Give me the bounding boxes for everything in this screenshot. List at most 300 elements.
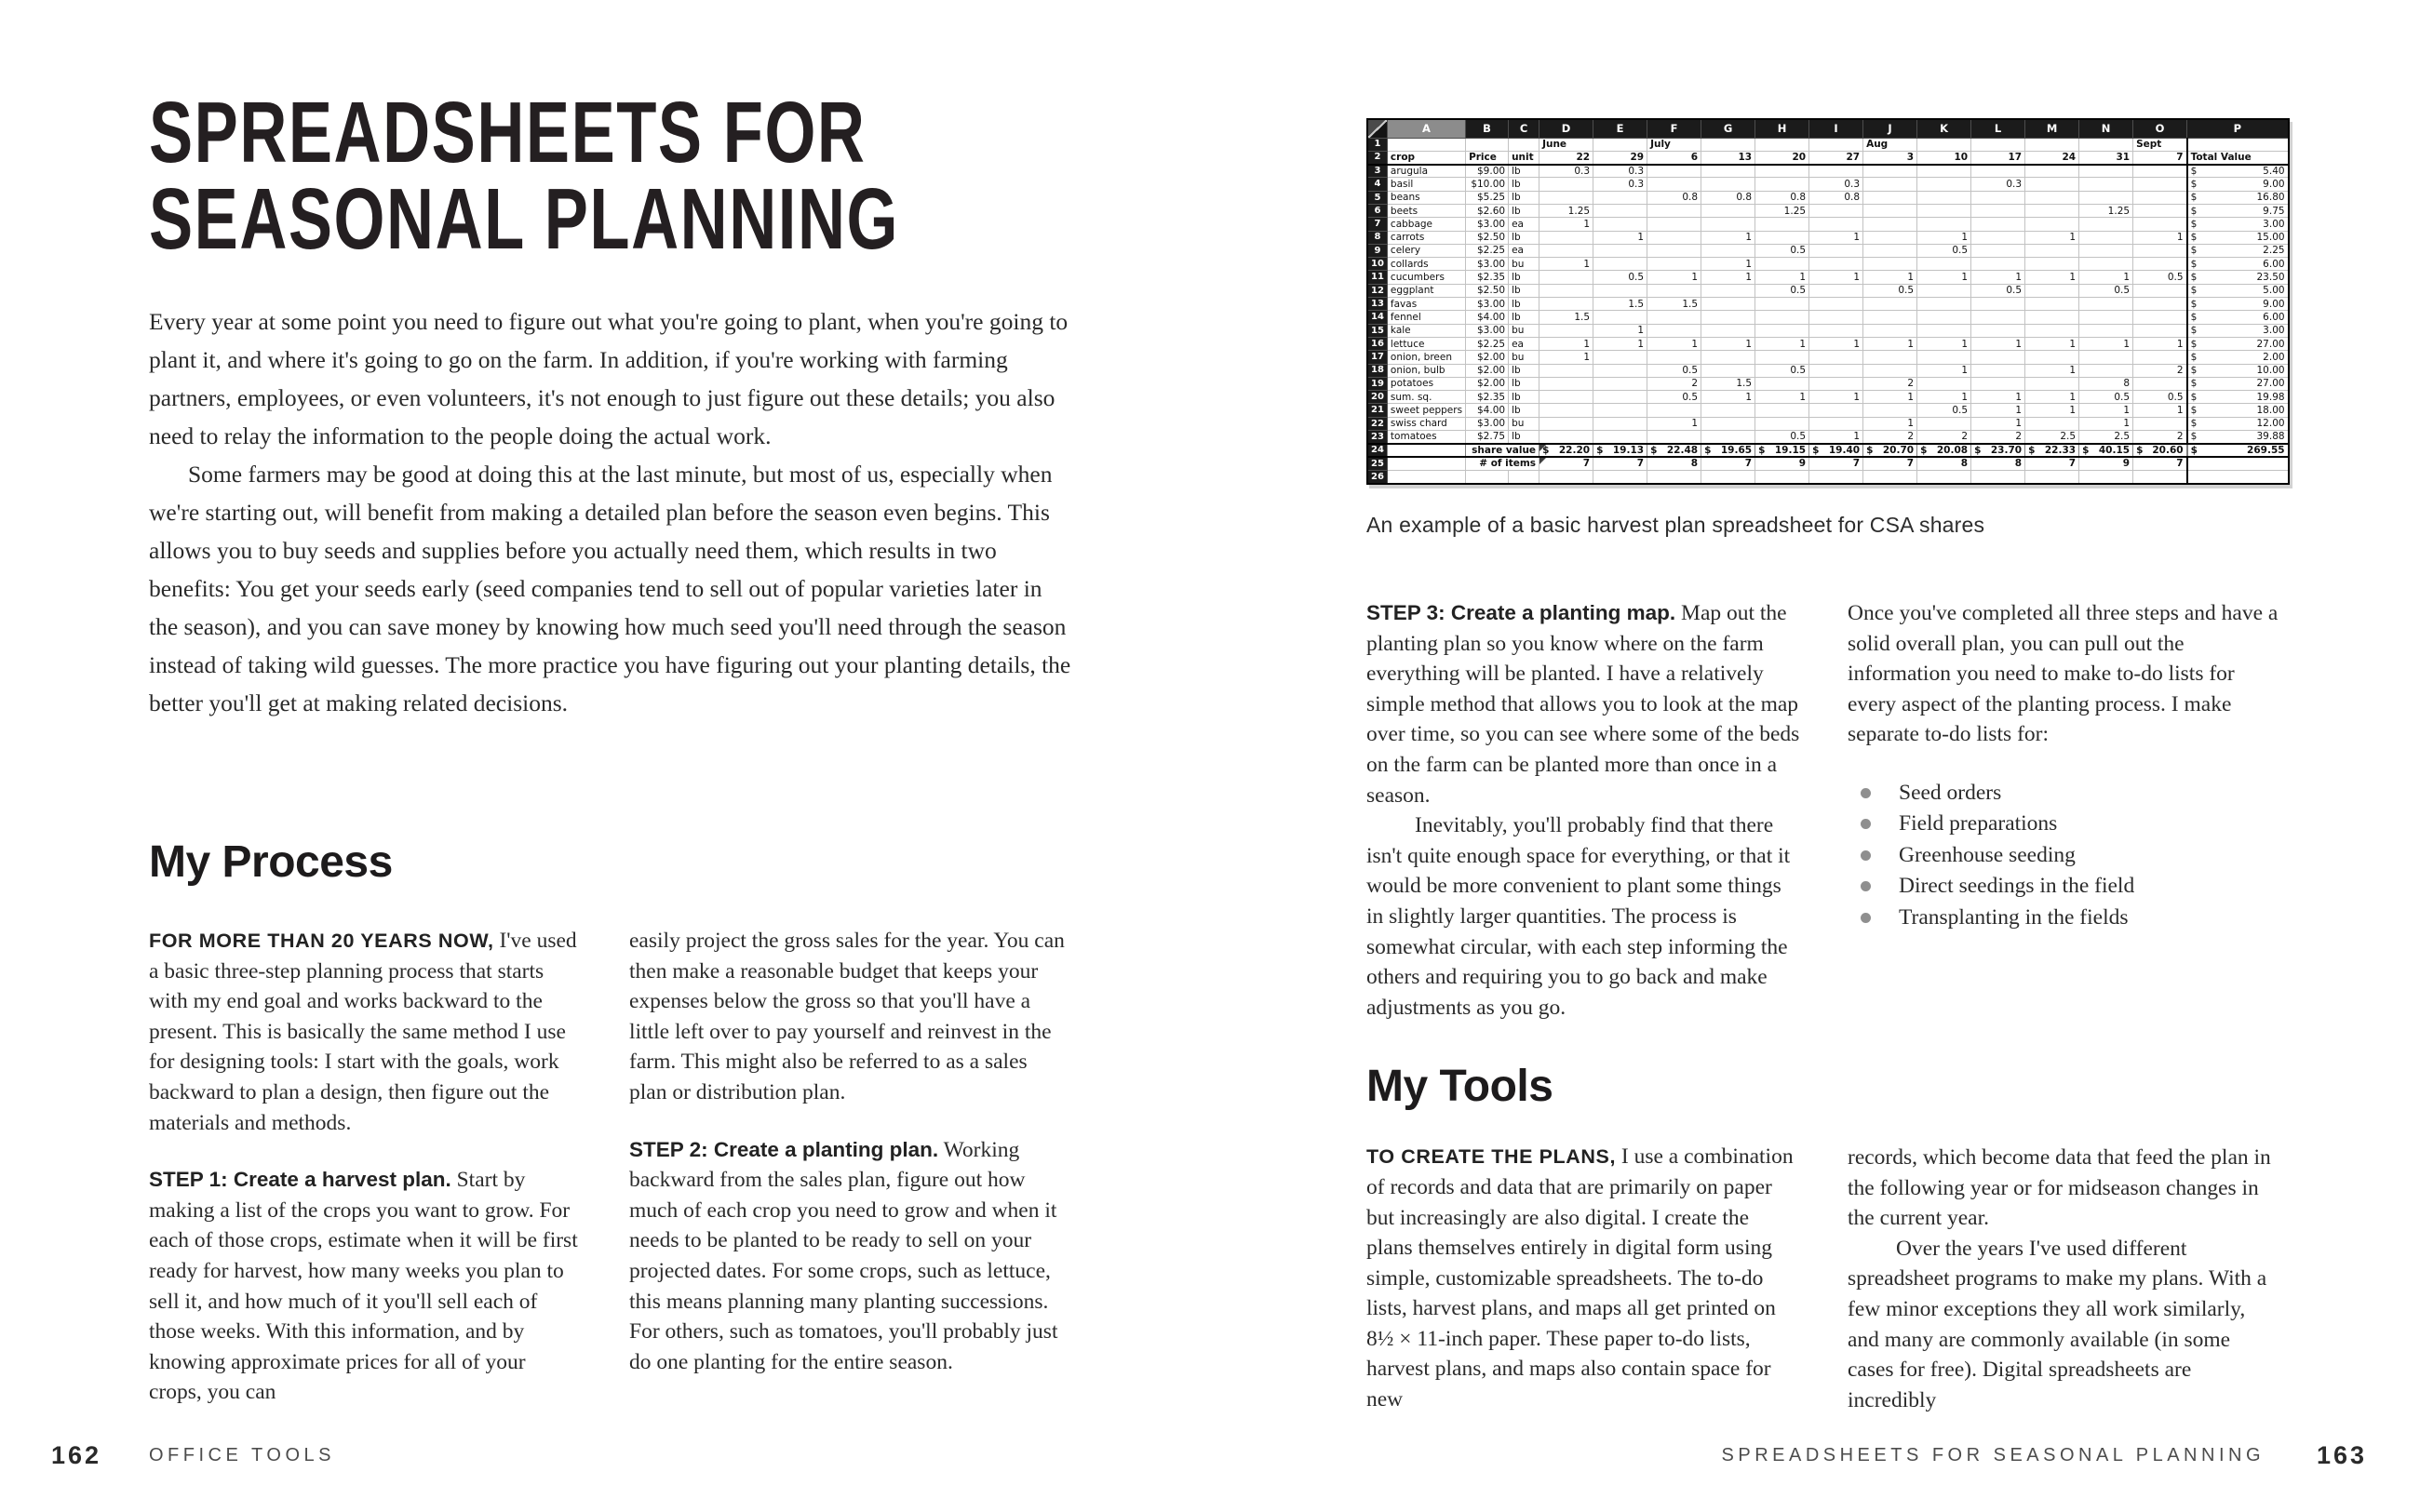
week-quantity: [1809, 311, 1863, 324]
week-quantity: 0.3: [1539, 165, 1593, 178]
week-quantity: 1: [1539, 218, 1593, 231]
week-quantity: [1809, 244, 1863, 257]
week-quantity: 0.5: [2133, 271, 2187, 284]
header-unit: unit: [1509, 151, 1539, 164]
sheet-row: [1367, 204, 2289, 217]
week-quantity: [2133, 298, 2187, 311]
week-quantity: [2025, 244, 2079, 257]
week-quantity: [1701, 298, 1755, 311]
row-number: 25: [1367, 457, 1387, 470]
share-value: $ 19.40: [1809, 444, 1863, 457]
week-quantity: 0.5: [1647, 391, 1701, 404]
week-quantity: 1.5: [1539, 311, 1593, 324]
items-count: 8: [1917, 457, 1971, 470]
week-quantity: [1971, 311, 2025, 324]
crop-name: onion, breen: [1387, 351, 1465, 364]
share-value: $ 20.08: [1917, 444, 1971, 457]
week-quantity: [1539, 231, 1593, 244]
week-quantity: [1971, 231, 2025, 244]
crop-unit: lb: [1509, 377, 1539, 390]
week-quantity: 1.5: [1647, 298, 1701, 311]
crop-name: lettuce: [1387, 337, 1465, 350]
crop-name: collards: [1387, 258, 1465, 271]
week-quantity: [1917, 298, 1971, 311]
week-quantity: 1: [1593, 231, 1647, 244]
week-quantity: [1647, 231, 1701, 244]
row-number: 3: [1367, 165, 1387, 178]
week-quantity: [1971, 258, 2025, 271]
items-count: 7: [1863, 457, 1917, 470]
crop-name: tomatoes: [1387, 431, 1465, 444]
week-quantity: [1701, 417, 1755, 430]
week-quantity: 1: [2025, 364, 2079, 377]
sheet-cell: [1593, 138, 1647, 151]
week-quantity: [1701, 218, 1755, 231]
sheet-cell: [1755, 138, 1809, 151]
crop-total: $ 18.00: [2187, 404, 2289, 417]
items-count: 8: [1971, 457, 2025, 470]
week-quantity: [1701, 431, 1755, 444]
week-quantity: 0.5: [2133, 391, 2187, 404]
lead-in-20-years: FOR MORE THAN 20 YEARS NOW,: [149, 930, 494, 952]
crop-unit: lb: [1509, 204, 1539, 217]
right-page-column-2-top: [1848, 598, 2281, 933]
week-quantity: [1917, 311, 1971, 324]
column-header-I: I: [1809, 119, 1863, 138]
week-quantity: [1863, 364, 1917, 377]
crop-total: $ 23.50: [2187, 271, 2289, 284]
column-header-O: O: [2133, 119, 2187, 138]
week-quantity: [2079, 298, 2133, 311]
week-quantity: [1539, 178, 1593, 191]
share-value: $ 19.13: [1593, 444, 1647, 457]
week-quantity: [2133, 165, 2187, 178]
week-quantity: [2025, 191, 2079, 204]
week-quantity: [2025, 324, 2079, 337]
share-total: $ 269.55: [2187, 444, 2289, 457]
share-value: $ 40.15: [2079, 444, 2133, 457]
week-quantity: 1: [2133, 231, 2187, 244]
week-quantity: 1: [1539, 337, 1593, 350]
sheet-cell: [1971, 470, 2025, 483]
week-quantity: [2133, 191, 2187, 204]
week-quantity: 0.3: [1593, 178, 1647, 191]
header-week: 22: [1539, 151, 1593, 164]
week-quantity: [2133, 417, 2187, 430]
week-quantity: [1971, 324, 2025, 337]
week-quantity: [2079, 364, 2133, 377]
week-quantity: [1917, 324, 1971, 337]
week-quantity: [1647, 351, 1701, 364]
sheet-cell: [1917, 470, 1971, 483]
month-label: Sept: [2133, 138, 2187, 151]
week-quantity: [1539, 417, 1593, 430]
sheet-cell: [1809, 138, 1863, 151]
row-number: 21: [1367, 404, 1387, 417]
crop-price: $4.00: [1466, 404, 1509, 417]
crop-price: $2.60: [1466, 204, 1509, 217]
crop-total: $ 3.00: [2187, 218, 2289, 231]
week-quantity: 0.5: [1647, 364, 1701, 377]
row-number: 1: [1367, 138, 1387, 151]
row-number: 15: [1367, 324, 1387, 337]
week-quantity: [1809, 204, 1863, 217]
week-quantity: [1755, 311, 1809, 324]
crop-unit: bu: [1509, 324, 1539, 337]
week-quantity: 1.25: [2079, 204, 2133, 217]
items-count: 7: [1809, 457, 1863, 470]
week-quantity: [2079, 324, 2133, 337]
week-quantity: [1809, 165, 1863, 178]
sheet-row: [1367, 231, 2289, 244]
week-quantity: [1863, 324, 1917, 337]
crop-name: cabbage: [1387, 218, 1465, 231]
step-3-label: STEP 3: Create a planting map.: [1366, 601, 1676, 624]
todo-list-item: Greenhouse seeding: [1848, 840, 2281, 872]
sheet-cell: [2025, 138, 2079, 151]
week-quantity: [2025, 204, 2079, 217]
sheet-cell: [1593, 470, 1647, 483]
harvest-plan-spreadsheet: [1366, 118, 2290, 485]
header-price: Price: [1466, 151, 1509, 164]
process-paragraph-1-text: I've used a basic three-step planning process that starts with my end goal and works backward to the present. This is basically the same method I use for designing tools: I start with the goals, work backward to plan a design, then figure out the materials and methods.: [149, 929, 577, 1135]
week-quantity: 1: [2025, 271, 2079, 284]
week-quantity: [1863, 351, 1917, 364]
week-quantity: 1: [1863, 271, 1917, 284]
sheet-row: [1367, 377, 2289, 390]
share-value: $ 22.33: [2025, 444, 2079, 457]
week-quantity: [1701, 351, 1755, 364]
week-quantity: 0.5: [1917, 244, 1971, 257]
week-quantity: 2: [1863, 377, 1917, 390]
share-value: $ 20.70: [1863, 444, 1917, 457]
crop-unit: ea: [1509, 218, 1539, 231]
sheet-row: [1367, 165, 2289, 178]
crop-unit: lb: [1509, 178, 1539, 191]
sheet-cell: [1466, 470, 1509, 483]
week-quantity: 1: [1917, 391, 1971, 404]
week-quantity: [1917, 258, 1971, 271]
week-quantity: [1755, 218, 1809, 231]
week-quantity: [1539, 284, 1593, 297]
week-quantity: 1: [1809, 271, 1863, 284]
week-quantity: [1755, 377, 1809, 390]
week-quantity: 0.5: [1755, 284, 1809, 297]
column-header-P: P: [2187, 119, 2289, 138]
week-quantity: [2079, 218, 2133, 231]
week-quantity: 0.5: [1917, 404, 1971, 417]
week-quantity: [1593, 391, 1647, 404]
crop-name: basil: [1387, 178, 1465, 191]
week-quantity: 1.25: [1755, 204, 1809, 217]
week-quantity: 0.5: [1593, 271, 1647, 284]
week-quantity: [1539, 191, 1593, 204]
week-quantity: [2025, 311, 2079, 324]
step-3-paragraph-2: Inevitably, you'll probably find that there isn't quite enough space for everything, or that it would be more convenient to plant some things in slightly larger quantities. The process is somewhat circular, with each step informing the others and requiring you to go back and make adjustments as you go.: [1366, 813, 1791, 1020]
row-number: 6: [1367, 204, 1387, 217]
week-quantity: [1755, 178, 1809, 191]
week-quantity: [1971, 244, 2025, 257]
week-quantity: [1863, 244, 1917, 257]
crop-name: fennel: [1387, 311, 1465, 324]
sheet-row: [1367, 417, 2289, 430]
week-quantity: [2025, 417, 2079, 430]
week-quantity: [1701, 244, 1755, 257]
week-quantity: [1647, 178, 1701, 191]
week-quantity: 0.8: [1701, 191, 1755, 204]
crop-price: $3.00: [1466, 324, 1509, 337]
left-page-number: 162: [51, 1441, 102, 1469]
crop-price: $2.00: [1466, 377, 1509, 390]
row-number: 4: [1367, 178, 1387, 191]
crop-total: $ 6.00: [2187, 311, 2289, 324]
crop-unit: bu: [1509, 351, 1539, 364]
week-quantity: 1: [1701, 271, 1755, 284]
week-quantity: [1809, 258, 1863, 271]
sheet-cell: [2187, 457, 2289, 470]
crop-total: $ 16.80: [2187, 191, 2289, 204]
week-quantity: [1755, 351, 1809, 364]
week-quantity: [1917, 377, 1971, 390]
row-number: 11: [1367, 271, 1387, 284]
week-quantity: [2025, 258, 2079, 271]
column-header-G: G: [1701, 119, 1755, 138]
sheet-row: [1367, 457, 2289, 470]
todo-list-item: Direct seedings in the field: [1848, 871, 2281, 903]
week-quantity: 0.5: [1755, 431, 1809, 444]
week-quantity: 2: [2133, 431, 2187, 444]
week-quantity: [1863, 404, 1917, 417]
spreadsheet-figure: [1366, 118, 2290, 485]
crop-total: $ 9.00: [2187, 298, 2289, 311]
week-quantity: [1593, 218, 1647, 231]
week-quantity: [1971, 218, 2025, 231]
share-value: $ 20.60: [2133, 444, 2187, 457]
week-quantity: [1809, 324, 1863, 337]
row-number: 14: [1367, 311, 1387, 324]
sheet-cell: [1387, 138, 1465, 151]
crop-unit: lb: [1509, 271, 1539, 284]
week-quantity: [2079, 178, 2133, 191]
section-heading-my-tools: My Tools: [1366, 1062, 1553, 1112]
sheet-row: [1367, 258, 2289, 271]
week-quantity: 1: [1863, 337, 1917, 350]
todo-list-item: Field preparations: [1848, 809, 2281, 840]
crop-name: beets: [1387, 204, 1465, 217]
crop-total: $ 27.00: [2187, 337, 2289, 350]
row-number: 12: [1367, 284, 1387, 297]
week-quantity: 1: [1755, 337, 1809, 350]
crop-price: $2.25: [1466, 337, 1509, 350]
week-quantity: 1: [2025, 391, 2079, 404]
crop-unit: lb: [1509, 165, 1539, 178]
sheet-cell: [2025, 470, 2079, 483]
week-quantity: [1593, 404, 1647, 417]
week-quantity: 0.3: [1809, 178, 1863, 191]
crop-name: arugula: [1387, 165, 1465, 178]
sheet-row: [1367, 311, 2289, 324]
week-quantity: [1809, 404, 1863, 417]
week-quantity: 1: [1971, 337, 2025, 350]
week-quantity: [1593, 244, 1647, 257]
left-page-column-1: [149, 926, 579, 1408]
crop-name: potatoes: [1387, 377, 1465, 390]
crop-total: $ 27.00: [2187, 377, 2289, 390]
sheet-cell: [1647, 470, 1701, 483]
row-number: 9: [1367, 244, 1387, 257]
week-quantity: [2079, 231, 2133, 244]
sheet-cell: [2079, 470, 2133, 483]
crop-unit: ea: [1509, 244, 1539, 257]
week-quantity: [1863, 298, 1917, 311]
column-header-H: H: [1755, 119, 1809, 138]
week-quantity: [2133, 324, 2187, 337]
step-2-label: STEP 2: Create a planting plan.: [629, 1137, 939, 1161]
column-header-D: D: [1539, 119, 1593, 138]
week-quantity: [1809, 218, 1863, 231]
week-quantity: [1539, 404, 1593, 417]
week-quantity: [2025, 377, 2079, 390]
week-quantity: [2079, 311, 2133, 324]
tools-paragraph: [1366, 1142, 1800, 1414]
step-2-paragraph: [629, 1135, 1065, 1378]
week-quantity: 1: [1647, 417, 1701, 430]
crop-total: $ 15.00: [2187, 231, 2289, 244]
week-quantity: 1: [2079, 337, 2133, 350]
crop-total: $ 9.00: [2187, 178, 2289, 191]
sheet-cell: [1701, 138, 1755, 151]
week-quantity: [1863, 165, 1917, 178]
crop-price: $3.00: [1466, 298, 1509, 311]
crop-name: eggplant: [1387, 284, 1465, 297]
step-3-paragraph: [1366, 598, 1800, 810]
week-quantity: 1: [1917, 337, 1971, 350]
week-quantity: 0.3: [1971, 178, 2025, 191]
week-quantity: [2025, 165, 2079, 178]
week-quantity: [1809, 364, 1863, 377]
header-week: 6: [1647, 151, 1701, 164]
items-count: 7: [1539, 457, 1593, 470]
crop-unit: lb: [1509, 431, 1539, 444]
week-quantity: [2025, 298, 2079, 311]
week-quantity: [2133, 351, 2187, 364]
week-quantity: 1: [1809, 431, 1863, 444]
todo-intro-paragraph: Once you've completed all three steps and have a solid overall plan, you can pull out the information you need to make to-do lists for every aspect of the planting process. I make separate to-do lists for:: [1848, 601, 2279, 747]
week-quantity: [1593, 417, 1647, 430]
crop-unit: bu: [1509, 417, 1539, 430]
week-quantity: 1: [1593, 324, 1647, 337]
week-quantity: [1701, 165, 1755, 178]
week-quantity: 1: [1917, 271, 1971, 284]
crop-price: $9.00: [1466, 165, 1509, 178]
sheet-row: [1367, 391, 2289, 404]
week-quantity: [1701, 324, 1755, 337]
column-header-E: E: [1593, 119, 1647, 138]
week-quantity: [1539, 324, 1593, 337]
figure-caption: An example of a basic harvest plan spreadsheet for CSA shares: [1366, 513, 1985, 537]
select-all-corner: [1367, 119, 1387, 138]
week-quantity: 1: [2133, 404, 2187, 417]
items-count: 7: [2133, 457, 2187, 470]
right-page-column-2-bottom: [1848, 1143, 2281, 1415]
week-quantity: [1917, 417, 1971, 430]
share-value-label: share value: [1466, 444, 1539, 457]
week-quantity: [2079, 165, 2133, 178]
week-quantity: 1: [1971, 417, 2025, 430]
crop-unit: lb: [1509, 191, 1539, 204]
crop-name: sum. sq.: [1387, 391, 1465, 404]
week-quantity: 1: [2025, 337, 2079, 350]
week-quantity: [1971, 351, 2025, 364]
crop-total: $ 10.00: [2187, 364, 2289, 377]
crop-price: $2.35: [1466, 271, 1509, 284]
crop-total: $ 5.40: [2187, 165, 2289, 178]
week-quantity: 0.5: [1755, 364, 1809, 377]
week-quantity: 1: [1809, 231, 1863, 244]
week-quantity: 2.5: [2025, 431, 2079, 444]
week-quantity: [1701, 284, 1755, 297]
week-quantity: 1: [1539, 351, 1593, 364]
week-quantity: [1647, 324, 1701, 337]
week-quantity: [1593, 191, 1647, 204]
week-quantity: [1755, 324, 1809, 337]
row-number: 10: [1367, 258, 1387, 271]
step-3-text: Map out the planting plan so you know where on the farm everything will be planted. I have a relatively simple method that allows you to look at the map over time, so you can see where some of the beds on the farm can be planted more than once in a season.: [1366, 601, 1800, 808]
week-quantity: [2025, 178, 2079, 191]
week-quantity: [1863, 311, 1917, 324]
crop-price: $4.00: [1466, 311, 1509, 324]
week-quantity: 2: [1647, 377, 1701, 390]
row-number: 7: [1367, 218, 1387, 231]
week-quantity: 1: [1701, 231, 1755, 244]
column-header-L: L: [1971, 119, 2025, 138]
sheet-cell: [2133, 470, 2187, 483]
column-header-A: A: [1387, 119, 1465, 138]
week-quantity: [1647, 165, 1701, 178]
records-paragraph: records, which become data that feed the plan in the following year or for midseason changes in the current year.: [1848, 1145, 2271, 1231]
week-quantity: [1971, 364, 2025, 377]
week-quantity: [1863, 191, 1917, 204]
row-number: 17: [1367, 351, 1387, 364]
week-quantity: 0.5: [1863, 284, 1917, 297]
row-number: 8: [1367, 231, 1387, 244]
page-title: [149, 84, 900, 267]
sheet-cell: [1387, 457, 1465, 470]
week-quantity: [2133, 178, 2187, 191]
week-quantity: [1863, 231, 1917, 244]
week-quantity: [1647, 204, 1701, 217]
week-quantity: 8: [2079, 377, 2133, 390]
week-quantity: [1863, 258, 1917, 271]
crop-total: $ 9.75: [2187, 204, 2289, 217]
week-quantity: 1: [1863, 391, 1917, 404]
items-count: 7: [1701, 457, 1755, 470]
week-quantity: [1971, 165, 2025, 178]
week-quantity: [1971, 204, 2025, 217]
week-quantity: [1647, 404, 1701, 417]
week-quantity: [1539, 298, 1593, 311]
crop-price: $2.35: [1466, 391, 1509, 404]
week-quantity: [2133, 377, 2187, 390]
week-quantity: 0.8: [1809, 191, 1863, 204]
column-header-C: C: [1509, 119, 1539, 138]
crop-price: $2.50: [1466, 231, 1509, 244]
week-quantity: 1: [1971, 391, 2025, 404]
week-quantity: 1: [2079, 271, 2133, 284]
week-quantity: 1: [1701, 391, 1755, 404]
todo-list: [1848, 778, 2281, 934]
column-header-M: M: [2025, 119, 2079, 138]
